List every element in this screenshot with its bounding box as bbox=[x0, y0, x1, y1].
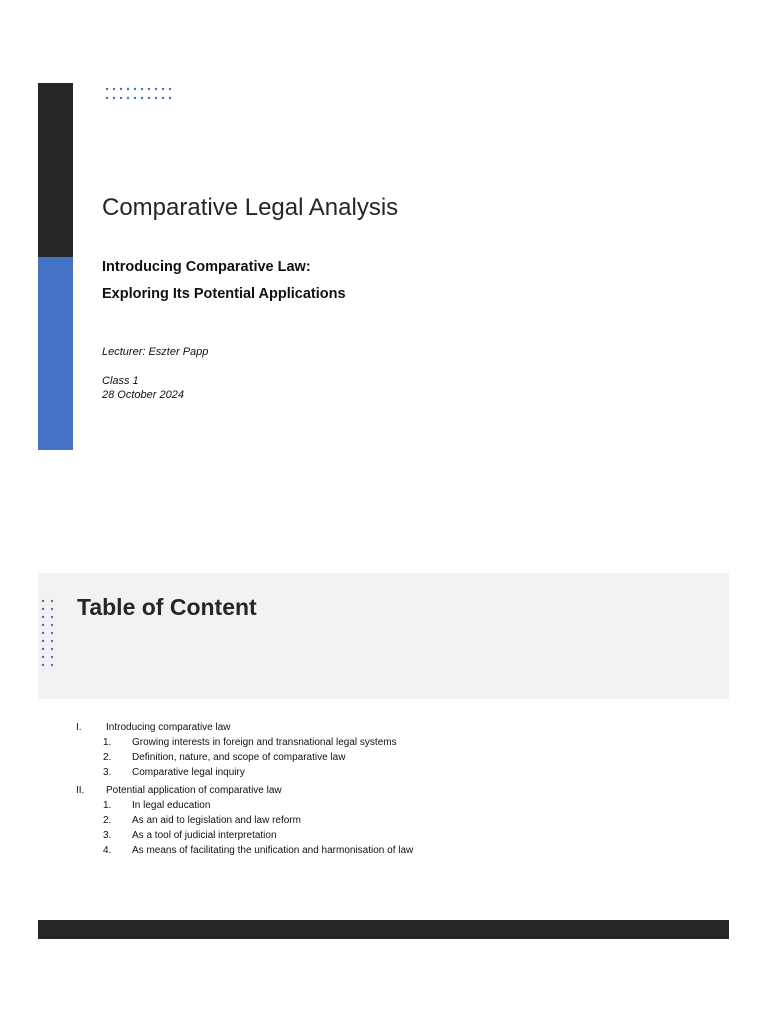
toc-item-number: 3. bbox=[103, 767, 112, 778]
decorative-dot-grid-top bbox=[104, 86, 176, 102]
decorative-dot bbox=[155, 88, 157, 90]
decorative-dot bbox=[120, 88, 122, 90]
decorative-dot bbox=[134, 88, 136, 90]
decorative-dot bbox=[51, 640, 53, 642]
footer-bar bbox=[38, 920, 729, 939]
toc-item bbox=[76, 750, 716, 765]
decorative-dot bbox=[42, 648, 44, 650]
decorative-dot bbox=[42, 632, 44, 634]
toc-item-label: In legal education bbox=[132, 800, 211, 811]
toc-item bbox=[76, 735, 716, 750]
decorative-dot-grid-side bbox=[40, 598, 56, 672]
toc-item-label: Definition, nature, and scope of comparative law bbox=[132, 752, 346, 763]
toc-item-label: As means of facilitating the unification and harmonisation of law bbox=[132, 845, 414, 856]
decorative-dot bbox=[51, 632, 53, 634]
toc-item-label: Growing interests in foreign and transnational legal systems bbox=[132, 737, 397, 748]
decorative-dot bbox=[42, 664, 44, 666]
decorative-dot bbox=[51, 656, 53, 658]
toc-item bbox=[76, 798, 716, 813]
toc-item bbox=[76, 828, 716, 843]
toc-item bbox=[76, 813, 716, 828]
decorative-dot bbox=[141, 97, 143, 99]
toc-section-label: Introducing comparative law bbox=[106, 722, 231, 733]
decorative-dot bbox=[42, 624, 44, 626]
toc-section-label: Potential application of comparative law bbox=[106, 785, 282, 796]
decorative-dot bbox=[51, 664, 53, 666]
toc-item-label: As an aid to legislation and law reform bbox=[132, 815, 301, 826]
decorative-dot bbox=[141, 88, 143, 90]
toc-item-label: Comparative legal inquiry bbox=[132, 767, 245, 778]
toc-section bbox=[76, 720, 716, 735]
decorative-dot bbox=[134, 97, 136, 99]
decorative-dot bbox=[127, 97, 129, 99]
toc-item-number: 3. bbox=[103, 830, 112, 841]
toc-item-number: 2. bbox=[103, 752, 112, 763]
decorative-dot bbox=[51, 616, 53, 618]
decorative-dot bbox=[113, 88, 115, 90]
accent-bar-dark bbox=[38, 83, 73, 257]
toc-header-panel bbox=[38, 573, 729, 699]
decorative-dot bbox=[106, 97, 108, 99]
decorative-dot bbox=[120, 97, 122, 99]
toc-section-number: I. bbox=[76, 722, 82, 733]
decorative-dot bbox=[148, 97, 150, 99]
decorative-dot bbox=[127, 88, 129, 90]
toc-item-number: 1. bbox=[103, 800, 112, 811]
class-label: Class 1 bbox=[102, 375, 139, 387]
class-date: 28 October 2024 bbox=[102, 389, 184, 401]
decorative-dot bbox=[42, 616, 44, 618]
decorative-dot bbox=[162, 88, 164, 90]
decorative-dot bbox=[113, 97, 115, 99]
subtitle-line-1: Introducing Comparative Law: bbox=[102, 259, 311, 275]
toc-section bbox=[76, 783, 716, 798]
decorative-dot bbox=[42, 600, 44, 602]
decorative-dot bbox=[51, 624, 53, 626]
decorative-dot bbox=[42, 656, 44, 658]
toc-list bbox=[76, 720, 716, 858]
decorative-dot bbox=[51, 600, 53, 602]
decorative-dot bbox=[42, 608, 44, 610]
decorative-dot bbox=[106, 88, 108, 90]
decorative-dot bbox=[169, 88, 171, 90]
decorative-dot bbox=[162, 97, 164, 99]
decorative-dot bbox=[169, 97, 171, 99]
decorative-dot bbox=[42, 640, 44, 642]
subtitle-line-2: Exploring Its Potential Applications bbox=[102, 286, 346, 302]
decorative-dot bbox=[148, 88, 150, 90]
decorative-dot bbox=[51, 608, 53, 610]
toc-item-number: 4. bbox=[103, 845, 112, 856]
decorative-dot bbox=[155, 97, 157, 99]
toc-item-label: As a tool of judicial interpretation bbox=[132, 830, 277, 841]
decorative-dot bbox=[51, 648, 53, 650]
toc-item bbox=[76, 843, 716, 858]
lecturer-name: Lecturer: Eszter Papp bbox=[102, 346, 209, 358]
toc-title: Table of Content bbox=[77, 594, 257, 620]
toc-section-number: II. bbox=[76, 785, 85, 796]
document-title: Comparative Legal Analysis bbox=[102, 194, 399, 221]
toc-item bbox=[76, 765, 716, 780]
accent-bar-blue bbox=[38, 257, 73, 450]
toc-item-number: 1. bbox=[103, 737, 112, 748]
toc-item-number: 2. bbox=[103, 815, 112, 826]
